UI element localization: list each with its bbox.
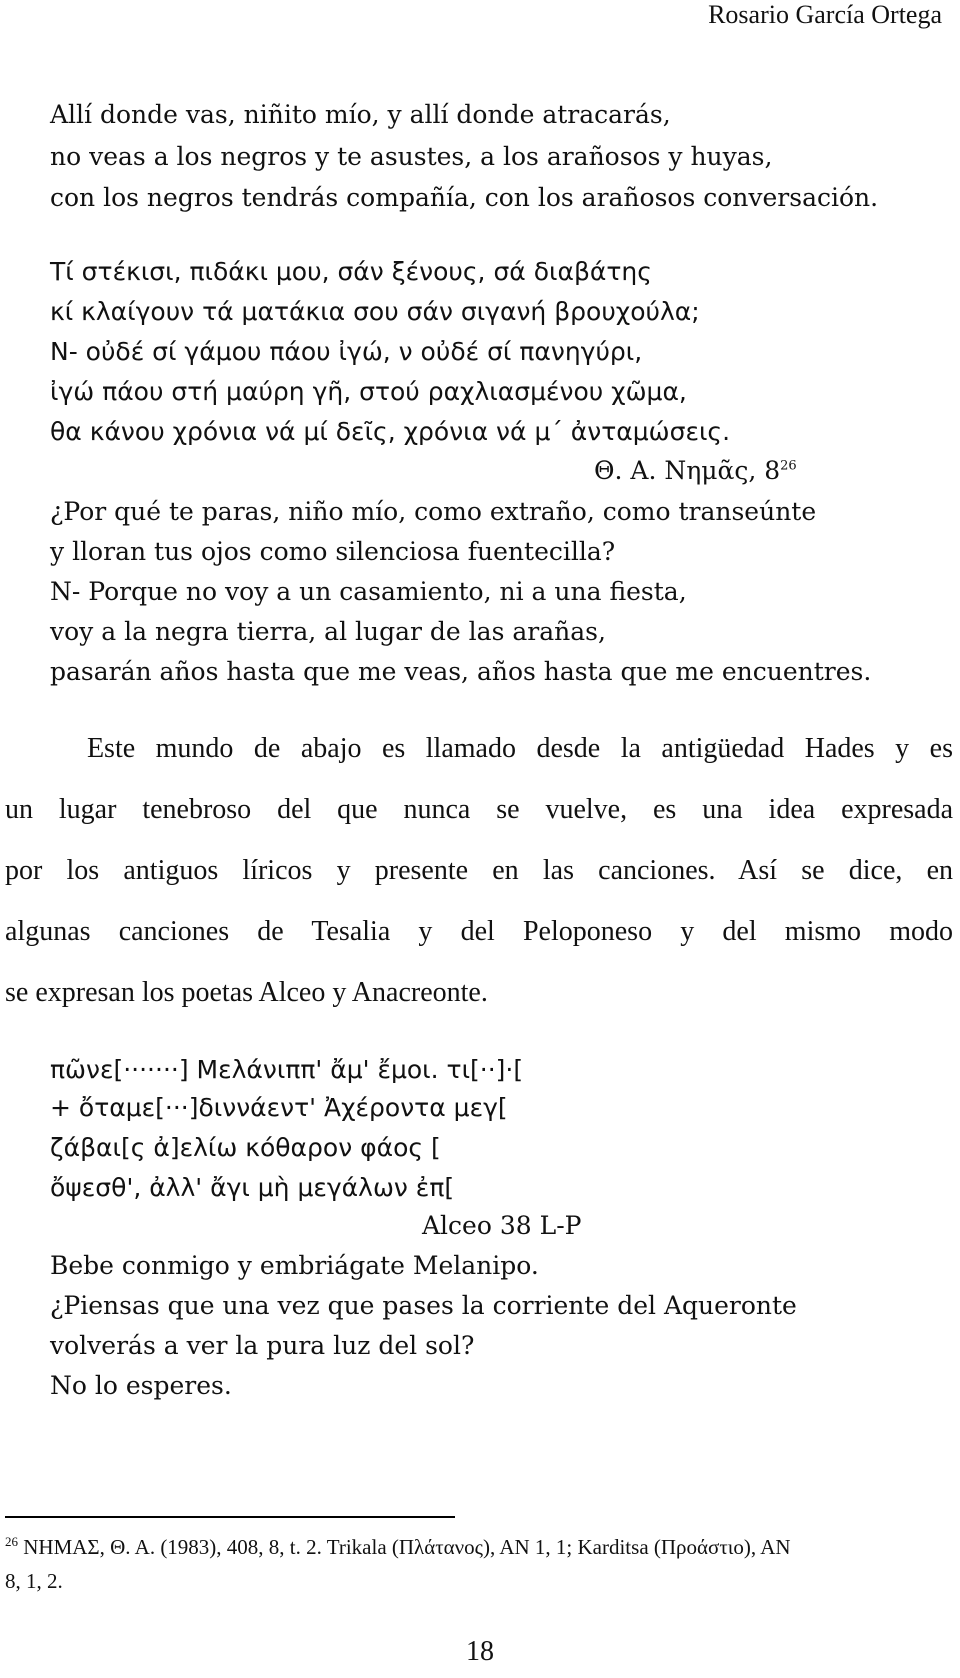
body-paragraph-line: por los antiguos líricos y presente en las canciones. Así se dice, en <box>5 855 953 886</box>
song-greek-line: Τί στέκισι, πιδάκι μου, σάν ξένους, σά διαβάτης <box>50 257 652 286</box>
song-es-line: Allí donde vas, niñito mío, y allí donde atracarás, <box>50 100 671 129</box>
alcaeus-greek-line: ζάβαι[ς ἀ]ελίω κόθαρον φάος [ <box>50 1133 441 1162</box>
body-paragraph-line: Este mundo de abajo es llamado desde la antigüedad Hades y es <box>5 733 953 764</box>
footnote-line-continued: 8, 1, 2. <box>5 1569 63 1593</box>
body-paragraph-line: se expresan los poetas Alceo y Anacreonte. <box>5 977 488 1008</box>
song-es-line: con los negros tendrás compañía, con los arañosos conversación. <box>50 183 879 212</box>
alcaeus-source: Alceo 38 L-P <box>422 1211 582 1240</box>
source-citation: Θ. Α. Νημᾶς, 8 <box>594 456 781 485</box>
alcaeus-es-line: Bebe conmigo y embriágate Melanipo. <box>50 1251 539 1280</box>
song-greek-line: N- οὐδέ σί γάμου πάου ἰγώ, ν οὐδέ σί πανηγύρι, <box>50 337 643 366</box>
alcaeus-es-line: volverás a ver la pura luz del sol? <box>50 1331 475 1360</box>
song-greek-line: ἰγώ πάου στή μαύρη γῆ, στού ραχλιασμένου χῶμα, <box>50 377 687 406</box>
footnote-number: 26 <box>5 1534 18 1549</box>
alcaeus-es-line: No lo esperes. <box>50 1371 232 1400</box>
body-paragraph-line: un lugar tenebroso del que nunca se vuelve, es una idea expresada <box>5 794 953 825</box>
body-paragraph-line: algunas canciones de Tesalia y del Peloponeso y del mismo modo <box>5 916 953 947</box>
song-es-translation-line: ¿Por qué te paras, niño mío, como extraño, como transeúnte <box>50 497 817 526</box>
song-greek-source <box>594 456 797 485</box>
page-number: 18 <box>466 1636 494 1667</box>
song-greek-line: θα κάνου χρόνια νά μί δεῖς, χρόνια νά μ΄ ἀνταμώσεις. <box>50 417 731 446</box>
footnote-separator <box>5 1516 455 1518</box>
footnote-reference: 26 <box>780 458 797 474</box>
song-es-translation-line: y lloran tus ojos como silenciosa fuentecilla? <box>50 537 616 566</box>
alcaeus-es-line: ¿Piensas que una vez que pases la corriente del Aqueronte <box>50 1291 797 1320</box>
running-header-author: Rosario García Ortega <box>708 0 942 29</box>
footnote-line <box>5 1530 955 1564</box>
song-greek-line: κί κλαίγουν τά ματάκια σου σάν σιγανή βρουχούλα; <box>50 297 700 326</box>
alcaeus-greek-line: πῶνε[·······] Μελάνιππ' ἄμ' ἔμοι. τι[··]·[ <box>50 1055 524 1084</box>
footnote-text: ΝΗΜΑΣ, Θ. Α. (1983), 408, 8, t. 2. Trikala (Πλάτανος), AN 1, 1; Karditsa (Προάστιο), AN <box>18 1535 791 1559</box>
song-es-line: no veas a los negros y te asustes, a los arañosos y huyas, <box>50 142 773 171</box>
song-es-translation-line: N- Porque no voy a un casamiento, ni a una fiesta, <box>50 577 687 606</box>
song-es-translation-line: voy a la negra tierra, al lugar de las arañas, <box>50 617 606 646</box>
alcaeus-greek-line: + ὄταμε[···]διννάεντ' Ἀχέροντα μεγ[ <box>50 1093 508 1122</box>
alcaeus-greek-line: ὄψεσθ', ἀλλ' ἄγι μὴ μεγάλων ἐπ[ <box>50 1173 455 1202</box>
song-es-translation-line: pasarán años hasta que me veas, años hasta que me encuentres. <box>50 657 872 686</box>
